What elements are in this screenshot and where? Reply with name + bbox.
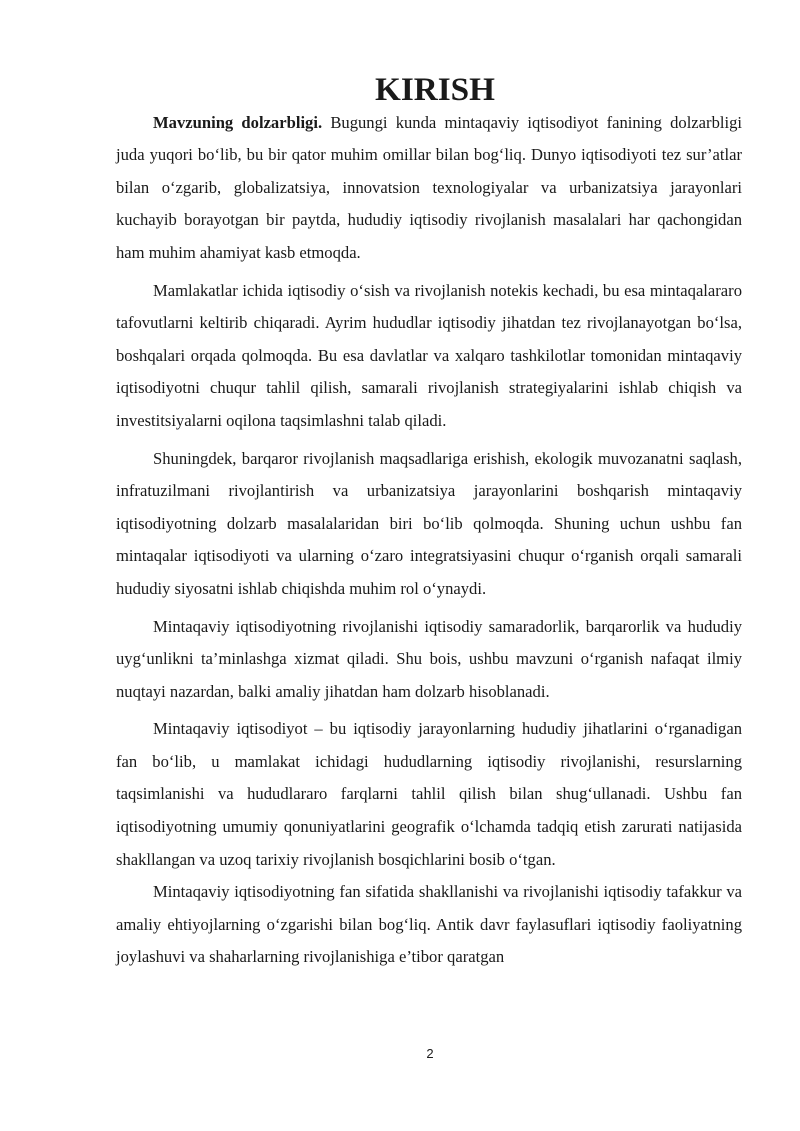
page-title: KIRISH <box>375 71 495 108</box>
page-content <box>116 71 742 974</box>
paragraph: Mintaqaviy iqtisodiyotning rivojlanishi iqtisodiy samaradorlik, barqarorlik va hududiy uyg‘unlikni ta’minlashga xizmat qiladi. Shu bois, ushbu mavzuni o‘rganish nafaqat ilmiy nuqtayi nazardan, balki amaliy jihatdan ham dolzarb hisoblanadi. <box>116 616 742 701</box>
paragraph: Mamlakatlar ichida iqtisodiy o‘sish va rivojlanish notekis kechadi, bu esa mintaqalararo tafovutlarni keltirib chiqaradi. Ayrim hududlar iqtisodiy jihatdan tez rivojlanayotgan bo‘lsa, boshqalari orqada qolmoqda. Bu esa davlatlar va xalqaro tashkilotlar tomonidan mintaqaviy iqtisodiyotni chuqur tahlil qilish, samarali rivojlanish strategiyalarini ishlab chiqish va investitsiyalarni oqilona taqsimlashni talab qiladi. <box>116 280 742 430</box>
paragraph: Shuningdek, barqaror rivojlanish maqsadlariga erishish, ekologik muvozanatni saqlash, infratuzilmani rivojlantirish va urbanizatsiya jarayonlarini boshqarish mintaqaviy iqtisodiyotning dolzarb masalalaridan biri bo‘lib qolmoqda. Shuning uchun ushbu fan mintaqalar iqtisodiyoti va ularning o‘zaro integratsiyasini chuqur o‘rganish orqali samarali hududiy siyosatni ishlab chiqishda muhim rol o‘ynaydi. <box>116 448 742 598</box>
paragraph-lead: Mavzuning dolzarbligi. <box>153 112 323 132</box>
paragraph: Mintaqaviy iqtisodiyot – bu iqtisodiy jarayonlarning hududiy jihatlarini o‘rganadigan fan bo‘lib, u mamlakat ichidagi hududlarning iqtisodiy rivojlanishi, resurslarning taqsimlanishi va hududlararo farqlarni tahlil qilish bilan shug‘ullanadi. Ushbu fan iqtisodiyotning umumiy qonuniyatlarini geografik o‘lchamda tadqiq etish zarurati natijasida shakllangan va uzoq tarixiy rivojlanish bosqichlarini bosib o‘tgan. <box>116 719 742 869</box>
paragraph-text: Bugungi kunda mintaqaviy iqtisodiyot fanining dolzarbligi juda yuqori bo‘lib, bu bir qator muhim omillar bilan bog‘liq. Dunyo iqtisodiyoti tez sur’atlar bilan o‘zgarib, globalizatsiya, innovatsion texnologiyalar va urbanizatsiya jarayonlari kuchayib borayotgan bir paytda, hududiy iqtisodiy rivojlanish masalalari har qachongidan ham muhim ahamiyat kasb etmoqda. <box>116 112 742 262</box>
paragraph: Mintaqaviy iqtisodiyotning fan sifatida shakllanishi va rivojlanishi iqtisodiy tafakkur va amaliy ehtiyojlarning o‘zgarishi bilan bog‘liq. Antik davr faylasuflari iqtisodiy faoliyatning joylashuvi va shaharlarning rivojlanishiga e’tibor qaratgan <box>116 882 742 967</box>
page-number: 2 <box>426 1046 434 1061</box>
paragraph-relevance <box>116 107 742 270</box>
